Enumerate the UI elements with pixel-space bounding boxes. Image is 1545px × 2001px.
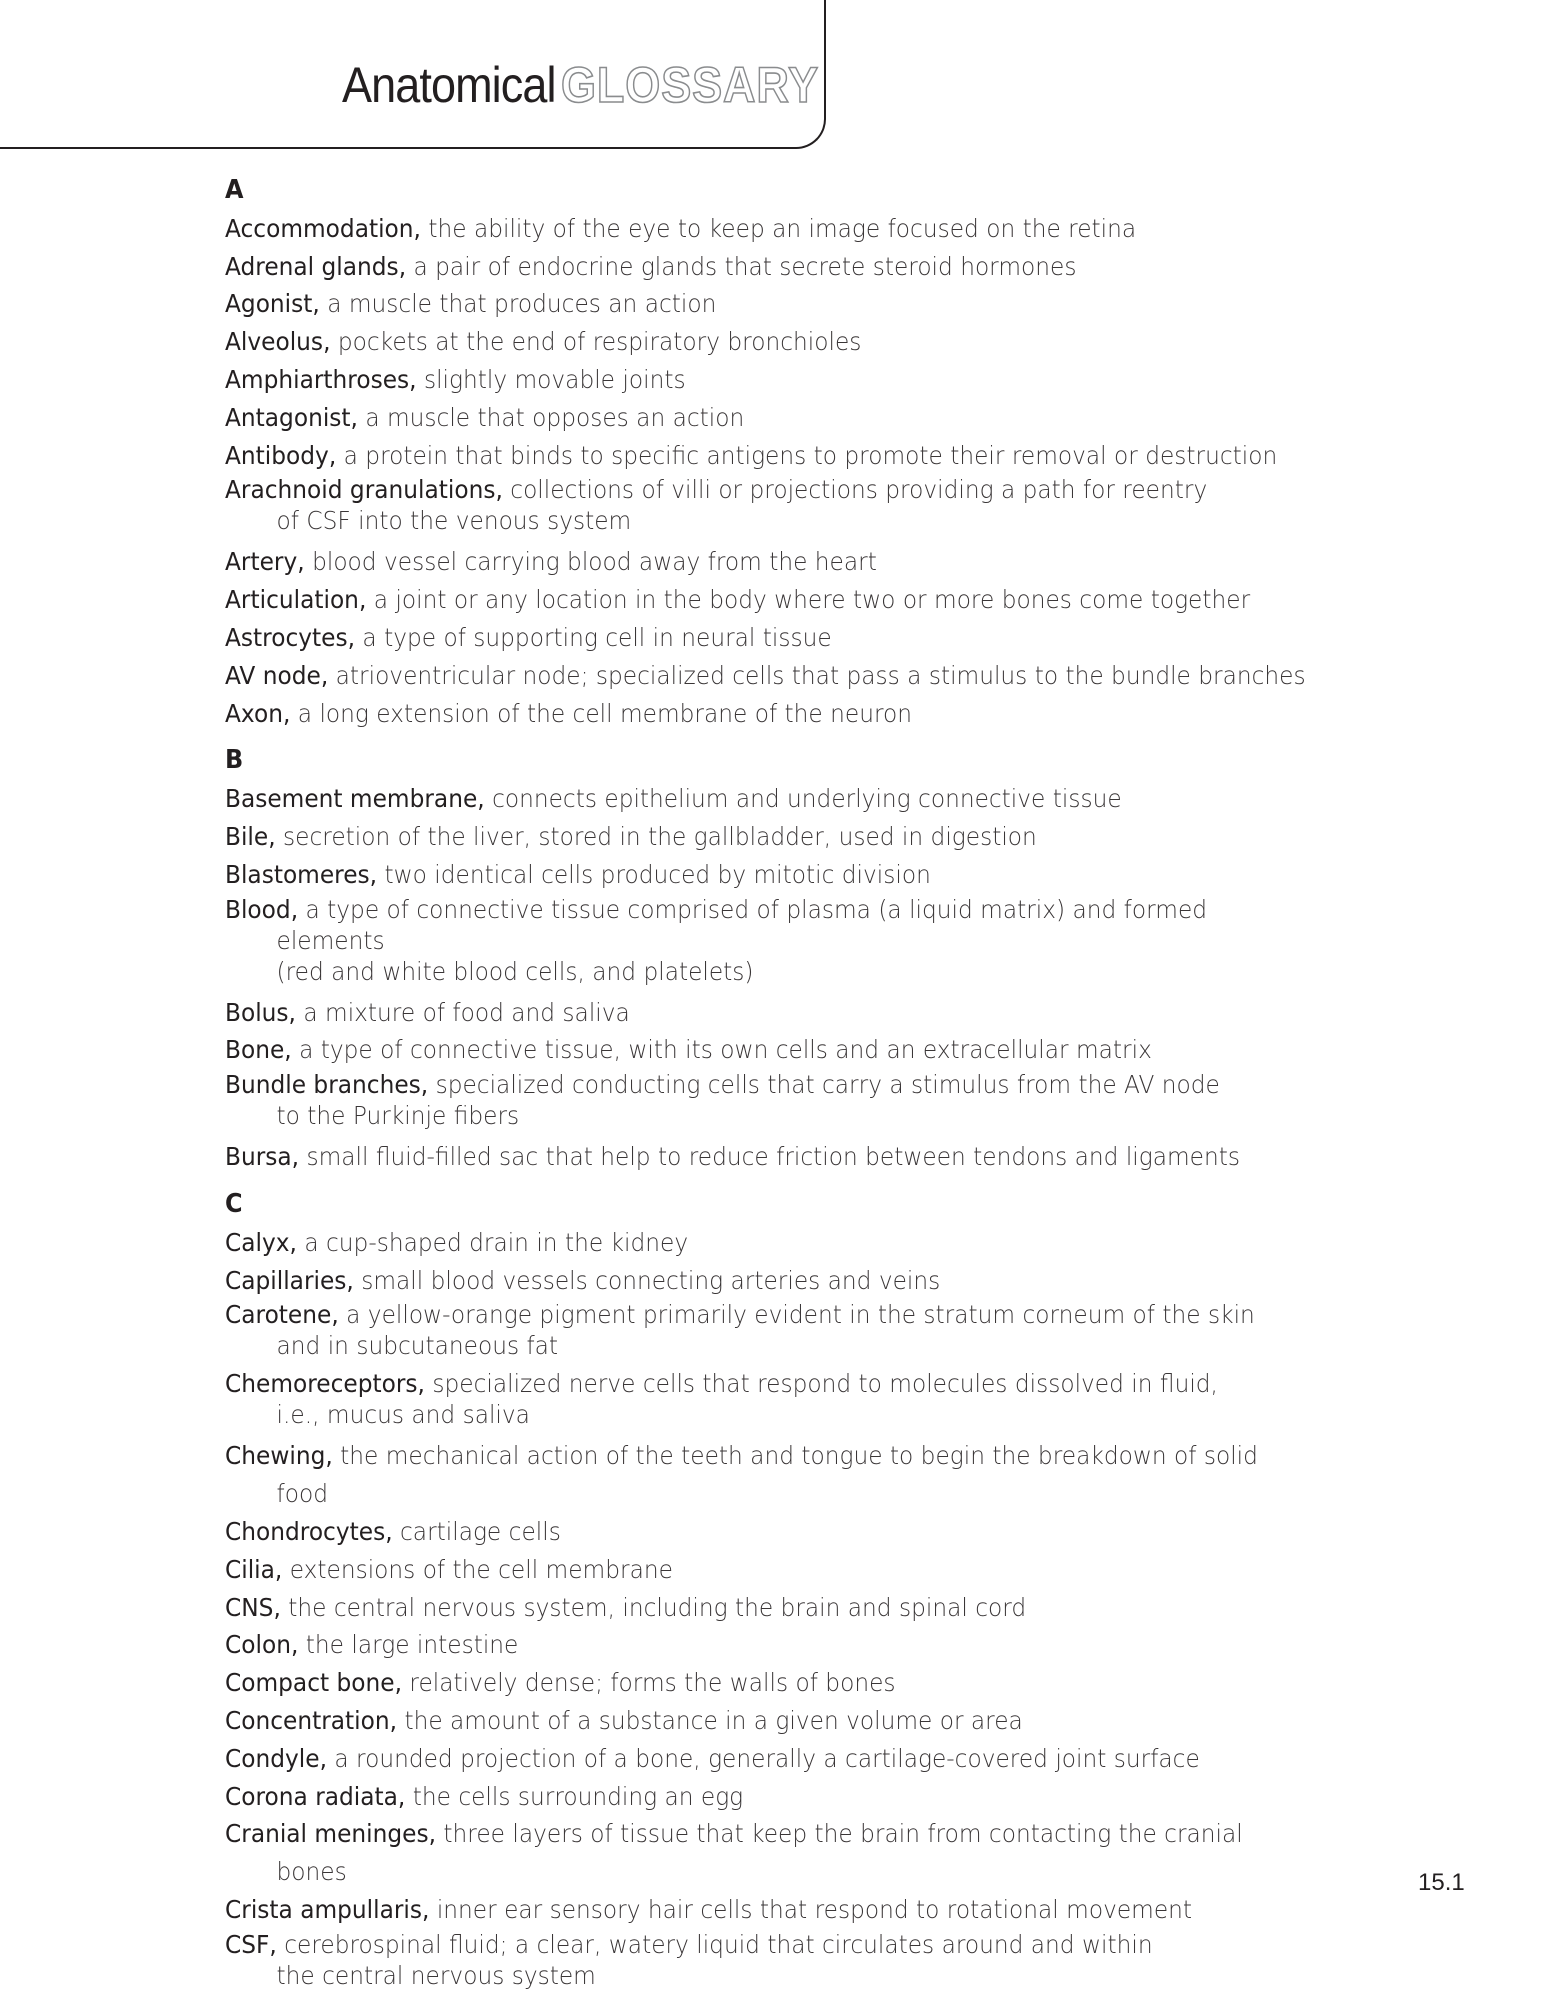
entry-definition: inner ear sensory hair cells that respond to rotational movement xyxy=(436,1894,1193,1924)
entry-term: Calyx xyxy=(225,1227,290,1257)
entry-separator: , xyxy=(290,1630,299,1660)
entry-term: Colon xyxy=(225,1630,291,1660)
entry-definition: a muscle that produces an action xyxy=(327,289,717,319)
entry-term: Cilia xyxy=(225,1554,275,1584)
entry-term: Chondrocytes xyxy=(225,1516,386,1546)
entry-definition: a yellow-orange pigment primarily evident in the stratum corneum of the skin xyxy=(346,1300,1255,1330)
entry-definition: a pair of endocrine glands that secrete steroid hormones xyxy=(413,251,1077,281)
glossary-section-b xyxy=(225,742,1311,1176)
entry-term: Bile xyxy=(225,821,269,851)
entry-definition: atrioventricular node; specialized cells that pass a stimulus to the bundle branches xyxy=(335,660,1306,690)
glossary-entry xyxy=(225,543,1311,581)
entry-definition-continuation: the central nervous system xyxy=(276,1960,596,1990)
entry-definition: specialized conducting cells that carry a stimulus from the AV node xyxy=(435,1070,1220,1100)
entry-definition: collections of villi or projections providing a path for reentry xyxy=(510,475,1208,505)
entry-term: Compact bone xyxy=(225,1668,395,1698)
glossary-entry xyxy=(225,1626,1311,1664)
entry-separator: , xyxy=(346,1265,354,1295)
glossary-entry xyxy=(225,1031,1311,1069)
glossary-entry xyxy=(225,695,1311,733)
entry-separator: , xyxy=(284,1035,292,1065)
entry-definition: slightly movable joints xyxy=(423,364,686,394)
entry-term: Chemoreceptors xyxy=(225,1369,418,1399)
entry-separator: , xyxy=(417,1369,425,1399)
entry-term: Amphiarthroses xyxy=(225,364,410,394)
entry-definition-continuation: and in subcutaneous fat xyxy=(276,1331,559,1361)
glossary-entry xyxy=(225,1513,1311,1551)
glossary-entry xyxy=(225,894,1311,987)
glossary-section-a xyxy=(225,172,1311,732)
glossary-entry xyxy=(225,1815,1311,1891)
entry-definition: the large intestine xyxy=(305,1630,519,1660)
entry-term: Blastomeres xyxy=(225,859,370,889)
entry-definition: a type of supporting cell in neural tissue xyxy=(362,622,832,652)
page-title-accent: GLOSSARY xyxy=(561,57,820,113)
entry-definition: cartilage cells xyxy=(400,1516,561,1546)
entry-term: Artery xyxy=(225,547,298,577)
entry-term: Bursa xyxy=(225,1142,292,1172)
glossary-entry xyxy=(225,780,1311,818)
entry-separator: , xyxy=(325,1441,333,1471)
entry-definition: the mechanical action of the teeth and tongue to begin the breakdown of solid food xyxy=(276,1441,1258,1509)
entry-term: Bone xyxy=(225,1035,285,1065)
entry-term: Astrocytes xyxy=(225,622,348,652)
entry-separator: , xyxy=(347,622,356,652)
entry-term: Blood xyxy=(225,894,291,924)
page-title-main: Anatomical xyxy=(342,57,556,113)
entry-separator: , xyxy=(369,859,378,889)
entry-definition: connects epithelium and underlying connective tissue xyxy=(492,784,1122,814)
glossary-entry xyxy=(225,285,1311,323)
entry-separator: , xyxy=(290,894,299,924)
glossary-entry xyxy=(225,437,1311,475)
entry-separator: , xyxy=(320,660,329,690)
glossary-entry xyxy=(225,1891,1311,1929)
entry-term: Accommodation xyxy=(225,213,414,243)
glossary-entry xyxy=(225,399,1311,437)
glossary-entry xyxy=(225,1702,1311,1740)
glossary-entry xyxy=(225,994,1311,1032)
entry-term: Arachnoid granulations xyxy=(225,475,496,505)
glossary-entry xyxy=(225,1929,1311,1991)
section-letter: A xyxy=(225,175,244,205)
glossary-entry xyxy=(225,1262,1311,1300)
entry-separator: , xyxy=(282,698,291,728)
page-number: 15.1 xyxy=(1418,1869,1465,1896)
entry-definition: relatively dense; forms the walls of bones xyxy=(409,1668,896,1698)
entry-term: CSF xyxy=(225,1929,270,1959)
entry-term: Corona radiata xyxy=(225,1781,398,1811)
entry-term: Bundle branches xyxy=(225,1070,421,1100)
entry-separator: , xyxy=(291,1142,300,1172)
entry-definition: a type of connective tissue, with its own cells and an extracellular matrix xyxy=(299,1035,1152,1065)
glossary-entry xyxy=(225,474,1311,536)
entry-definition-continuation: i.e., mucus and saliva xyxy=(276,1400,530,1430)
entry-term: Cranial meninges xyxy=(225,1819,429,1849)
entry-definition: the cells surrounding an egg xyxy=(412,1781,744,1811)
glossary-entry xyxy=(225,323,1311,361)
glossary-entry xyxy=(225,1664,1311,1702)
glossary-list xyxy=(225,172,1311,2001)
glossary-entry xyxy=(225,1437,1311,1513)
entry-separator: , xyxy=(297,547,305,577)
page-title xyxy=(342,55,819,115)
section-letter: C xyxy=(225,1188,243,1219)
entry-definition: small blood vessels connecting arteries and veins xyxy=(361,1265,941,1295)
entry-definition: a mixture of food and saliva xyxy=(303,997,630,1027)
glossary-entry xyxy=(225,818,1311,856)
entry-separator: , xyxy=(331,1300,339,1330)
entry-separator: , xyxy=(477,784,485,814)
entry-definition: blood vessel carrying blood away from the heart xyxy=(312,547,877,577)
entry-separator: , xyxy=(268,821,276,851)
glossary-entry xyxy=(225,619,1311,657)
entry-separator: , xyxy=(288,997,296,1027)
entry-separator: , xyxy=(397,1781,406,1811)
entry-definition: cerebrospinal fluid; a clear, watery liquid that circulates around and within xyxy=(284,1929,1153,1959)
entry-separator: , xyxy=(350,402,358,432)
entry-term: Axon xyxy=(225,698,283,728)
entry-definition-continuation: to the Purkinje fibers xyxy=(276,1101,520,1131)
entry-definition: a joint or any location in the body where two or more bones come together xyxy=(373,585,1251,615)
entry-definition: a protein that binds to specific antigens to promote their removal or destruction xyxy=(343,440,1278,470)
entry-separator: , xyxy=(422,1894,430,1924)
entry-term: Antibody xyxy=(225,440,329,470)
section-letter: B xyxy=(225,745,244,776)
entry-definition: secretion of the liver, stored in the gallbladder, used in digestion xyxy=(283,821,1037,851)
entry-term: Antagonist xyxy=(225,402,351,432)
glossary-entry xyxy=(225,1551,1311,1589)
entry-separator: , xyxy=(289,1227,297,1257)
entry-separator: , xyxy=(394,1668,402,1698)
glossary-entry xyxy=(225,248,1311,286)
entry-separator: , xyxy=(273,1592,281,1622)
entry-separator: , xyxy=(319,1743,327,1773)
entry-separator: , xyxy=(413,213,421,243)
entry-separator: , xyxy=(409,364,417,394)
entry-term: Bolus xyxy=(225,997,289,1027)
entry-definition: extensions of the cell membrane xyxy=(289,1554,673,1584)
entry-definition: a rounded projection of a bone, generally a cartilage-covered joint surface xyxy=(334,1743,1200,1773)
entry-definition: three layers of tissue that keep the brain from contacting the cranial bones xyxy=(276,1819,1243,1887)
glossary-entry xyxy=(225,1368,1311,1430)
entry-term: Alveolus xyxy=(225,327,324,357)
entry-definition: a type of connective tissue comprised of plasma (a liquid matrix) and formed elements xyxy=(276,894,1208,955)
entry-separator: , xyxy=(495,475,503,505)
glossary-entry xyxy=(225,210,1311,248)
entry-separator: , xyxy=(274,1554,283,1584)
entry-separator: , xyxy=(389,1705,398,1735)
entry-term: CNS xyxy=(225,1592,274,1622)
entry-term: Agonist xyxy=(225,289,313,319)
glossary-entry xyxy=(225,1069,1311,1131)
glossary-entry xyxy=(225,1224,1311,1262)
entry-definition: two identical cells produced by mitotic division xyxy=(384,859,931,889)
entry-term: AV node xyxy=(225,660,321,690)
glossary-entry xyxy=(225,856,1311,894)
glossary-entry xyxy=(225,1778,1311,1816)
entry-definition: a long extension of the cell membrane of the neuron xyxy=(297,698,913,728)
glossary-entry xyxy=(225,1740,1311,1778)
entry-term: Condyle xyxy=(225,1743,320,1773)
entry-term: Adrenal glands xyxy=(225,251,399,281)
glossary-entry xyxy=(225,581,1311,619)
entry-separator: , xyxy=(312,289,320,319)
entry-definition: a cup-shaped drain in the kidney xyxy=(304,1227,689,1257)
entry-separator: , xyxy=(328,440,337,470)
entry-definition: the central nervous system, including the brain and spinal cord xyxy=(288,1592,1027,1622)
entry-term: Crista ampullaris xyxy=(225,1894,423,1924)
entry-separator: , xyxy=(269,1929,277,1959)
entry-term: Basement membrane xyxy=(225,784,478,814)
entry-separator: , xyxy=(385,1516,393,1546)
entry-term: Carotene xyxy=(225,1300,332,1330)
entry-definition: pockets at the end of respiratory bronchioles xyxy=(337,327,862,357)
entry-definition: the ability of the eye to keep an image focused on the retina xyxy=(428,213,1137,243)
entry-definition-continuation: of CSF into the venous system xyxy=(276,506,632,536)
entry-definition: a muscle that opposes an action xyxy=(365,402,745,432)
entry-definition: specialized nerve cells that respond to molecules dissolved in fluid, xyxy=(432,1369,1218,1399)
glossary-entry xyxy=(225,1138,1311,1176)
entry-term: Chewing xyxy=(225,1441,326,1471)
entry-definition: small fluid-filled sac that help to reduce friction between tendons and ligaments xyxy=(306,1142,1240,1172)
entry-term: Concentration xyxy=(225,1705,390,1735)
entry-definition: the amount of a substance in a given volume or area xyxy=(404,1705,1023,1735)
glossary-entry xyxy=(225,361,1311,399)
glossary-entry xyxy=(225,1589,1311,1627)
entry-separator: , xyxy=(323,327,331,357)
glossary-entry xyxy=(225,657,1311,695)
entry-separator: , xyxy=(358,585,367,615)
entry-separator: , xyxy=(398,251,407,281)
glossary-section-c xyxy=(225,1186,1311,1991)
entry-separator: , xyxy=(428,1819,437,1849)
entry-term: Capillaries xyxy=(225,1265,347,1295)
entry-term: Articulation xyxy=(225,585,359,615)
entry-separator: , xyxy=(420,1070,429,1100)
glossary-entry xyxy=(225,1299,1311,1361)
entry-definition-continuation: (red and white blood cells, and platelets) xyxy=(276,956,754,986)
